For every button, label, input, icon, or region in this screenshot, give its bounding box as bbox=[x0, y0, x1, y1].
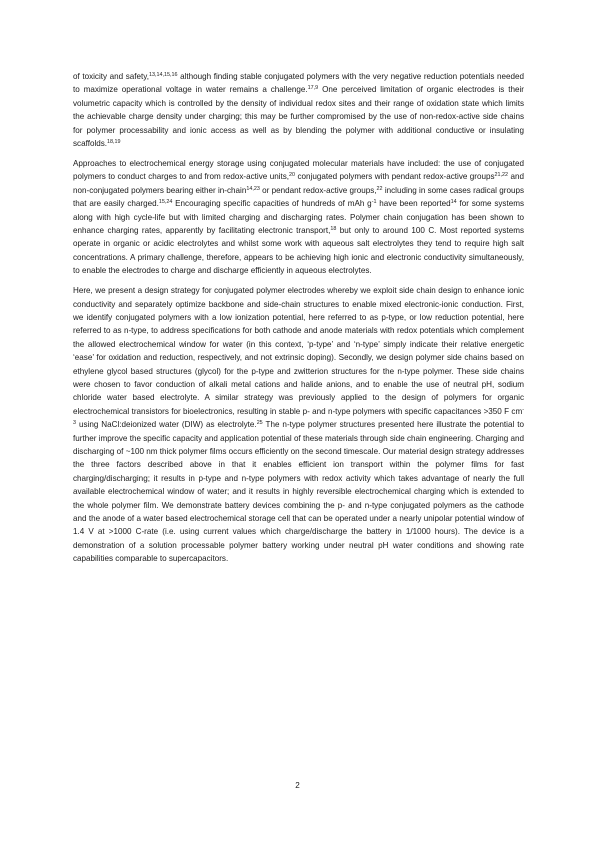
citation-superscript: 15,24 bbox=[158, 199, 173, 206]
citation-superscript: 14 bbox=[450, 199, 457, 206]
citation-superscript: 20 bbox=[289, 172, 296, 179]
body-text bbox=[73, 70, 524, 572]
citation-superscript: 17,9 bbox=[307, 85, 319, 92]
paragraph: Approaches to electrochemical energy storage using conjugated molecular materials have included: the use of conjugated polymers to conduct charges to and from redox-active units,$^{20}$ conjugated polymers with pendant redox-active groups$^{21,22}$ and non-conjugated polymers bearing either in-chain$^{14,23}$ or pendant redox-active groups,$^{22}$ including in some cases radical groups that are easily charged.$^{15,24}$ Encouraging specific capacities of hundreds of mAh $g^{-1}$ have been reported$^{14}$ for some systems along with high cycle-life but with limited charging and discharging rates. Polymer chain conjugation has been shown to enhance charging rates, apparently by facilitating electronic transport,$^{18}$ but only to around 100 C. Most reported systems operate in organic or acidic electrolytes and whilst some work with aqueous salt electrolytes they tend to require high salt concentrations. A primary challenge, therefore, appears to be achieving high ionic and electronic conductivity simultaneously, to enable the electrodes to charge and discharge efficiently in aqueous electrolytes. bbox=[73, 158, 525, 276]
citation-superscript: 25 bbox=[256, 420, 263, 427]
paragraph: Here, we present a design strategy for conjugated polymer electrodes whereby we exploit side chain design to enhance ionic conductivity and separately optimize backbone and side-chain structures to enable mixed electronic-ionic conduction. First, we identify conjugated polymers with a low ionization potential, here referred to as p-type, or low reduction potential, here referred to as n-type, to address specifications for both cathode and anode materials with redox potentials which complement the allowed electrochemical window for water (in this context, ‘p-type’ and ‘n-type’ simply indicate their relative energetic ‘ease’ for oxidation and reduction, respectively, and not extrinsic doping). Secondly, we design polymer side chains based on ethylene glycol based structures (glycol) for the p-type and zwitterion structures for the n-type polymer. These side chains were chosen to favor conduction of alkali metal cations and halide anions, and to enable the use of neutral pH, sodium chloride water based electrolyte. A similar strategy was previously applied to the design of polymers for organic electrochemical transistors for bioelectronics, resulting in stable p- and n-type polymers with specific capacitances >350 F $cm^{-3}$ using NaCl:deionized water (DIW) as electrolyte.$^{25}$ The n-type polymer structures presented here illustrate the potential to further improve the specific capacity and application potential of these materials through side chain engineering. Charging and discharging of ~100 nm thick polymer films occurs efficiently on the second timescale. Our material design strategy addresses the three factors described above in that it enables efficient ion transport within the polymer films for fast charging/discharging; it results in p-type and n-type polymers with redox activity which takes advantage of nearly the full available electrochemical window of water; and it results in highly reversible electrochemical charging which is extended to the whole polymer film. We demonstrate battery devices combining the p- and n-type conjugated polymers as the cathode and the anode of a water based electrochemical storage cell that can be operated under a nearly unipolar potential window of 1.4 V at >1000 C-rate (i.e. using current values which charge/discharge the battery in 1/1000 hours). The device is a demonstration of a solution processable polymer battery working under neutral pH water conditions and showing rate capabilities comparable to supercapacitors. bbox=[73, 286, 524, 564]
citation-superscript: 18,19 bbox=[107, 139, 121, 146]
citation-superscript: -1 bbox=[371, 199, 377, 206]
citation-superscript: 14,23 bbox=[246, 185, 260, 192]
page-number: 2 bbox=[295, 781, 300, 790]
citation-superscript: 22 bbox=[376, 185, 383, 192]
citation-superscript: 18 bbox=[330, 225, 337, 232]
citation-superscript: 21,22 bbox=[494, 172, 509, 179]
citation-superscript: 13,14,15,16 bbox=[149, 72, 178, 78]
paragraph: of toxicity and safety,$^{13,14,15,16}$ although finding stable conjugated polymers with the very negative reduction potentials needed to maximize operational voltage in water remains a challenge.$^{17,9}$ One perceived limitation of organic electrodes is their volumetric capacity which is controlled by the density of individual redox sites and their range of oxidation state which limits the achievable charge density under charging; this may be further compromised by the use of non-redox-active side chains for polymer processability and ionic access as well as by blending the polymer with additional conductive or insulating scaffolds.$^{18,19}$ bbox=[73, 72, 524, 149]
citation-superscript: -3 bbox=[73, 406, 524, 427]
